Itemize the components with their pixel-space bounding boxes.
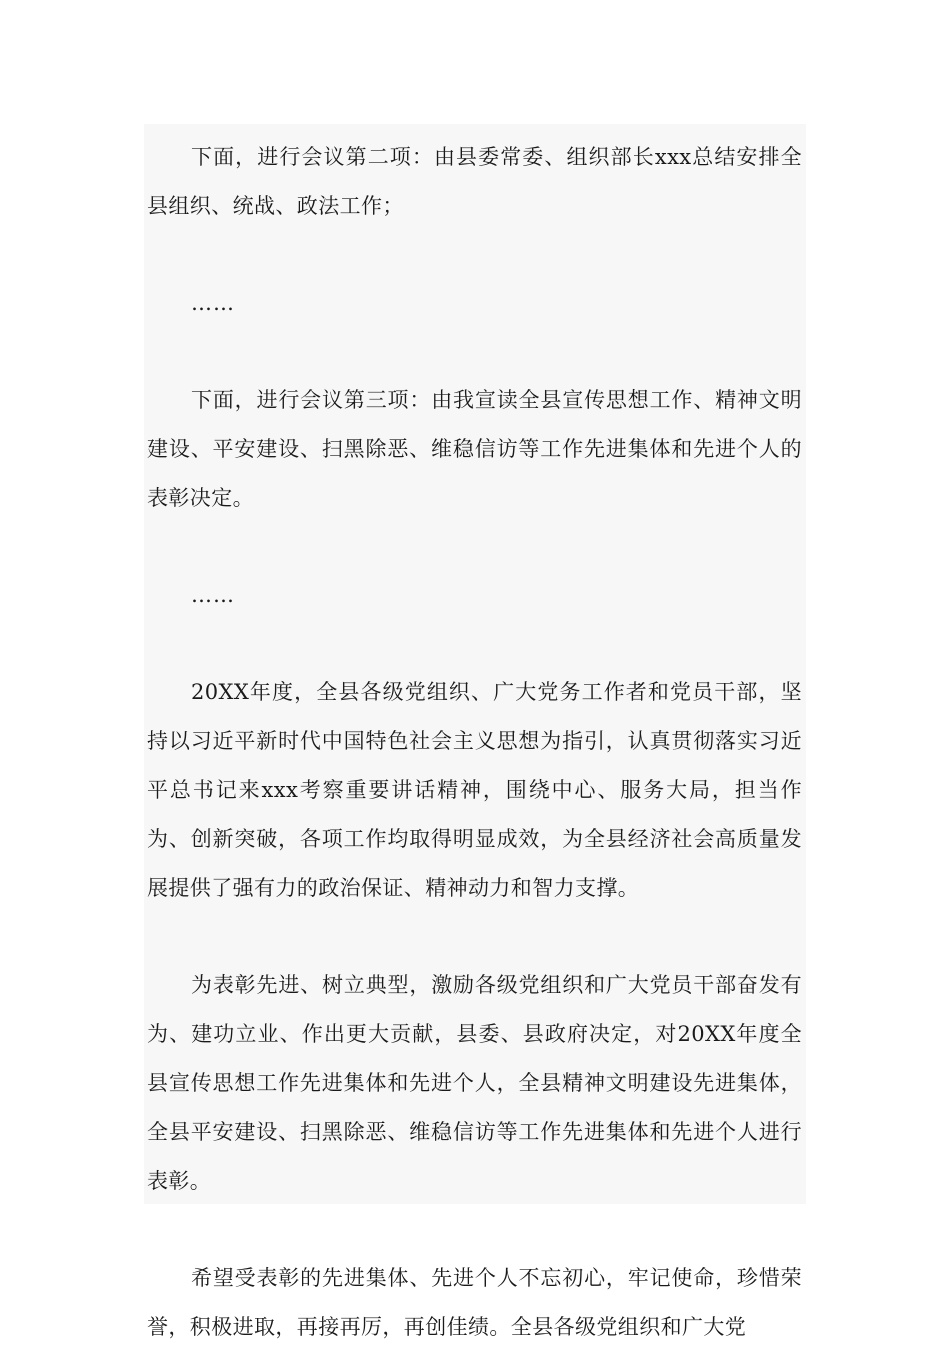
paragraph-agenda-item-three: 下面，进行会议第三项：由我宣读全县宣传思想工作、精神文明建设、平安建设、扫黑除恶、维稳信访等工作先进集体和先进个人的表彰决定。 [147, 388, 802, 510]
document-text-block [144, 124, 806, 1339]
paragraph-annual-summary: 20XX年度，全县各级党组织、广大党务工作者和党员干部，坚持以习近平新时代中国特色社会主义思想为指引，认真贯彻落实习近平总书记来xxx考察重要讲话精神，围绕中心、服务大局，担当作为、创新突破，各项工作均取得明显成效，为全县经济社会高质量发展提供了强有力的政治保证、精神动力和智力支撑。 [147, 680, 802, 900]
paragraph-agenda-item-two: 下面，进行会议第二项：由县委常委、组织部长xxx总结安排全县组织、统战、政法工作； [147, 145, 802, 218]
document-body [144, 124, 802, 1352]
paragraph-expectations: 希望受表彰的先进集体、先进个人不忘初心，牢记使命，珍惜荣誉，积极进取，再接再厉，再创佳绩。全县各级党组织和广大党 [147, 1266, 802, 1339]
paragraph-ellipsis: …… [191, 583, 235, 607]
paragraph-commendation-decision: 为表彰先进、树立典型，激励各级党组织和广大党员干部奋发有为、建功立业、作出更大贡献，县委、县政府决定，对20XX年度全县宣传思想工作先进集体和先进个人，全县精神文明建设先进集体，全县平安建设、扫黑除恶、维稳信访等工作先进集体和先进个人进行表彰。 [147, 973, 802, 1193]
paragraph-ellipsis: …… [191, 291, 235, 315]
